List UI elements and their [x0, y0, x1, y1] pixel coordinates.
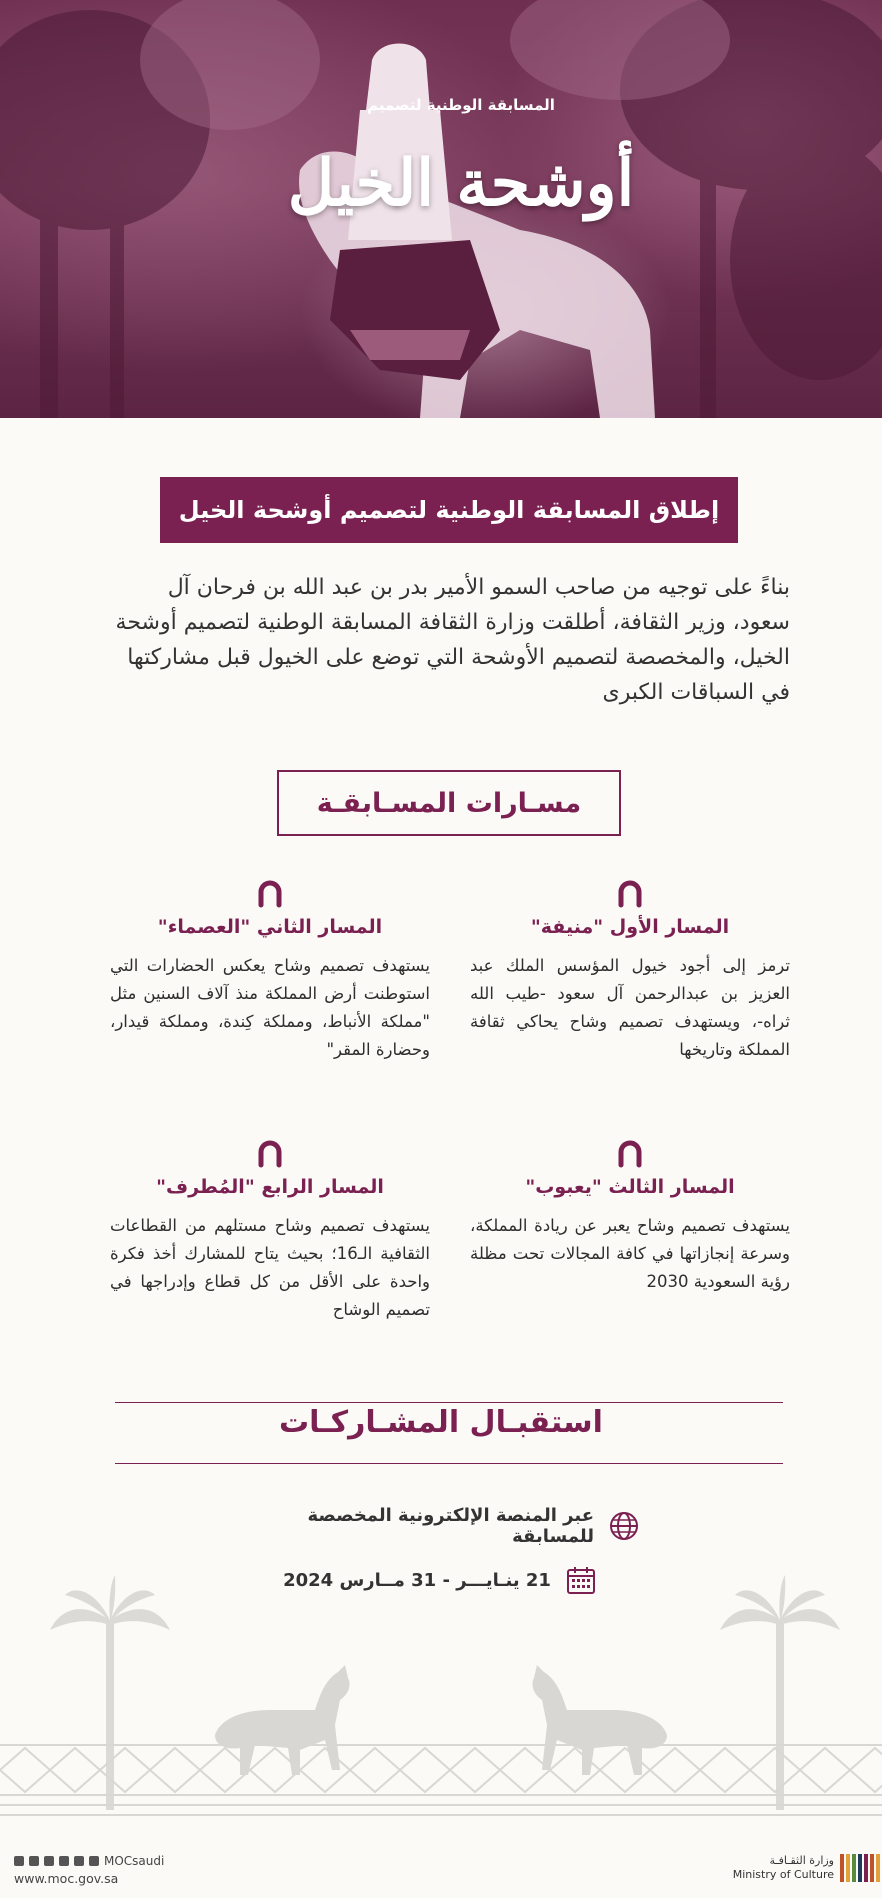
footer [0, 1850, 882, 1898]
track-description: يستهدف تصميم وشاح يعكس الحضارات التي استوطنت أرض المملكة منذ آلاف السنين مثل "مملكة الأنباط، ومملكة كِندة، ومملكة قيدار، وحضارة المقر" [110, 956, 430, 1059]
date-text: 21 ينـايـــر - 31 مــارس 2024 [283, 1569, 551, 1591]
pattern-diamond [400, 1748, 450, 1792]
horseshoe-icon [255, 878, 285, 908]
pattern-diamond [50, 1748, 100, 1792]
horse-silhouette-right-icon [532, 1665, 667, 1775]
website-link[interactable]: www.moc.gov.sa [14, 1871, 119, 1886]
divider-top [115, 1402, 783, 1403]
pattern-diamond [850, 1748, 882, 1792]
hero-image [0, 0, 882, 418]
pattern-diamond [300, 1748, 350, 1792]
pattern-diamond [650, 1748, 700, 1792]
snapchat-icon[interactable] [89, 1856, 99, 1866]
platform-text: عبر المنصة الإلكترونية المخصصة للمسابقة [307, 1505, 594, 1547]
track-card-fourth [110, 1138, 430, 1324]
ministry-logo [733, 1854, 880, 1882]
decorative-landscape [0, 1560, 882, 1850]
receive-title: استقبـال المشـاركـات [279, 1405, 603, 1440]
social-handle: MOCsaudi [104, 1854, 165, 1868]
track-title: المسار الرابع "المُطرف" [156, 1176, 384, 1198]
horseshoe-icon [255, 1138, 285, 1168]
ministry-name-en: Ministry of Culture [732, 1868, 834, 1881]
track-description: يستهدف تصميم وشاح يعبر عن ريادة المملكة، وسرعة إنجازاتها في كافة المجالات تحت مظلة رؤية السعودية 2030 [470, 1216, 790, 1291]
track-card-first [470, 878, 790, 1064]
pattern-diamond [800, 1748, 850, 1792]
intro-paragraph: بناءً على توجيه من صاحب السمو الأمير بدر بن عبد الله بن فرحان آل سعود، وزير الثقافة، أطلقت وزارة الثقافة المسابقة الوطنية لتصميم أوشحة الخيل، والمخصصة لتصميم الأوشحة التي توضع على الخيول قبل مشاركتها في السباقات الكبرى [115, 575, 790, 705]
track-card-second [110, 878, 430, 1064]
ministry-name-ar: وزارة الثقـافـة [769, 1854, 834, 1867]
pattern-diamond [700, 1748, 750, 1792]
track-description: ترمز إلى أجود خيول المؤسس الملك عبد العزيز بن عبدالرحمن آل سعود -طيب الله ثراه-، ويستهدف تصميم وشاح يحاكي ثقافة المملكة وتاريخها [470, 956, 790, 1059]
track-description: يستهدف تصميم وشاح مستلهم من القطاعات الثقافية الـ16؛ بحيث يتاح للمشارك أخذ فكرة واحدة على الأقل من كل قطاع وإدراجها في تصميم الوشاح [110, 1216, 430, 1319]
x-icon[interactable] [14, 1856, 24, 1866]
pattern-diamond [0, 1748, 50, 1792]
pattern-diamond [600, 1748, 650, 1792]
horse-silhouette-left-icon [215, 1665, 350, 1775]
track-title: المسار الثاني "العصماء" [157, 916, 383, 938]
footer-social [14, 1854, 164, 1886]
divider-bottom [115, 1463, 783, 1464]
horseshoe-icon [615, 878, 645, 908]
pattern-diamond [350, 1748, 400, 1792]
tracks-section-title: مسـارات المسـابقـة [277, 770, 621, 836]
logo-stripes-icon [840, 1854, 880, 1882]
pattern-diamond [150, 1748, 200, 1792]
pattern-diamond [450, 1748, 500, 1792]
horseshoe-icon [615, 1138, 645, 1168]
youtube-icon[interactable] [74, 1856, 84, 1866]
track-title: المسار الأول "منيفة" [530, 916, 730, 938]
hero-kicker: المسابقة الوطنية لتصميم [367, 96, 555, 114]
track-title: المسار الثالث "يعبوب" [525, 1176, 735, 1198]
hero-title: أوشحة الخيل [287, 146, 635, 221]
launch-banner: إطلاق المسابقة الوطنية لتصميم أوشحة الخيل [160, 477, 738, 543]
pattern-diamond [750, 1748, 800, 1792]
facebook-icon[interactable] [44, 1856, 54, 1866]
palm-tree-left-icon [50, 1575, 170, 1810]
tiktok-icon[interactable] [59, 1856, 69, 1866]
track-card-third [470, 1138, 790, 1296]
palm-tree-right-icon [720, 1575, 840, 1810]
globe-icon [608, 1510, 640, 1542]
platform-row [240, 1505, 640, 1547]
instagram-icon[interactable] [29, 1856, 39, 1866]
